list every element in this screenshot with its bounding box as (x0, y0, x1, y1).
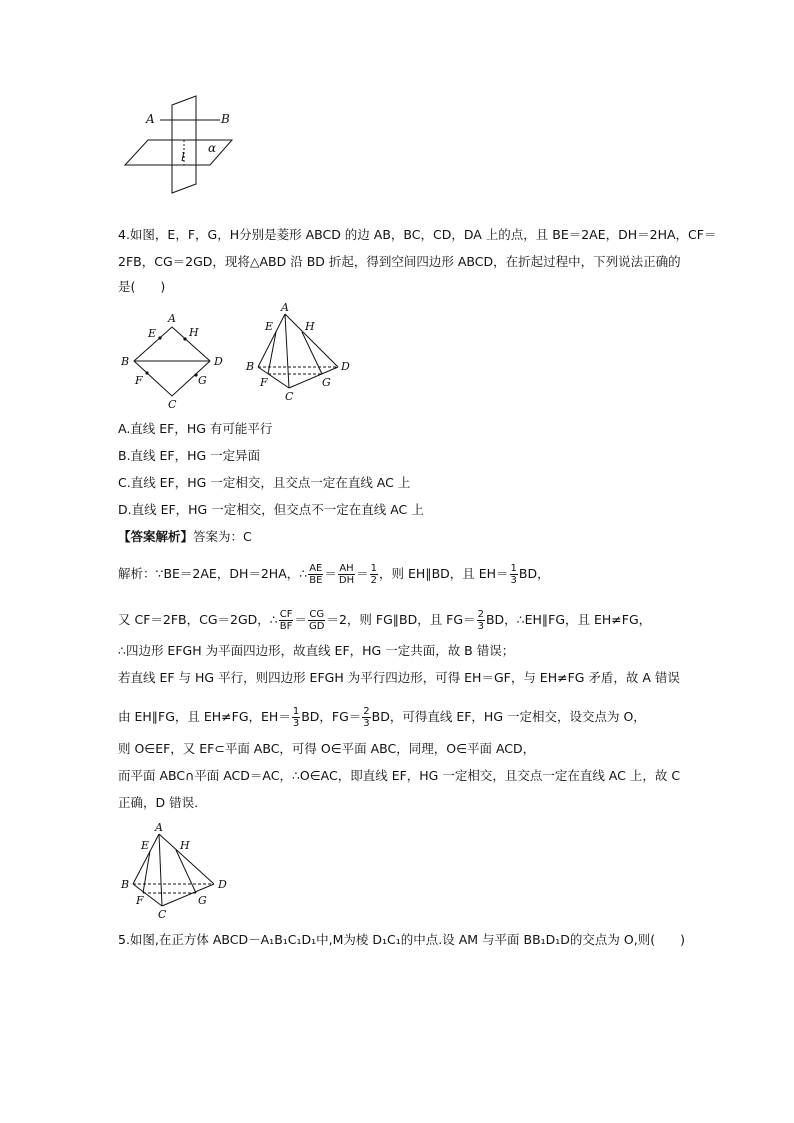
fig4-label: C (158, 908, 167, 921)
fig3-label: B (246, 360, 255, 373)
fig3-label: E (265, 320, 274, 333)
analysis-line-3: ∴四边形 EFGH 为平面四边形，故直线 EF，HG 一定共面，故 B 错误； (118, 643, 515, 658)
fig2-label: F (135, 374, 143, 387)
fig3-label: H (305, 320, 315, 333)
fig4-label: B (121, 878, 130, 891)
fig1-label: B (221, 112, 230, 126)
fig2-label: B (121, 355, 130, 368)
analysis-line-6: 则 O∈EF，又 EF⊂平面 ABC，可得 O∈平面 ABC，同理，O∈平面 ACD， (118, 741, 536, 756)
option-c: C.直线 EF，HG 一定相交，且交点一定在直线 AC 上 (118, 475, 411, 490)
vertical-plane (172, 96, 196, 193)
option-b: B.直线 EF，HG 一定异面 (118, 448, 261, 463)
q4-line-3: 是( ) (118, 279, 166, 294)
plane-alpha (125, 140, 232, 165)
fig3-label: C (285, 390, 294, 403)
analysis-line-1: 解析：∵BE＝2AE，DH＝2HA，∴ $\frac{AE}{BE}$ ＝ $\frac{AH}{DH}$ ＝ $\frac{1}{2}$ ，则 EH∥BD，且 EH＝ $\frac{1}{3}$ BD， (118, 563, 550, 586)
answer-tag: 【答案解析】 (118, 529, 194, 544)
fig1-label: α (208, 141, 217, 155)
fig1-label: A (146, 112, 155, 126)
fig4-label: H (180, 839, 190, 852)
fig4-label: F (136, 894, 144, 907)
fig2-label: D (214, 355, 223, 368)
fig4-label: A (155, 821, 163, 834)
fig2-label: A (168, 312, 176, 325)
analysis-line-7: 而平面 ABC∩平面 ACD＝AC，∴O∈AC，即直线 EF，HG 一定相交，且交点一定在直线 AC 上，故 C (118, 768, 681, 783)
fig1-label: l (181, 150, 185, 164)
analysis-line-5: 由 EH∥FG，且 EH≠FG，EH＝ $\frac{1}{3}$ BD，FG＝ $\frac{2}{3}$ BD，可得直线 EF，HG 一定相交，设交点为 O， (118, 706, 646, 729)
option-a: A.直线 EF，HG 有可能平行 (118, 421, 273, 436)
fig4-label: G (198, 894, 207, 907)
fig3-label: A (281, 301, 289, 314)
q5-line: 5.如图,在正方体 ABCD－A₁B₁C₁D₁中,M为棱 D₁C₁的中点.设 AM 与平面 BB₁D₁D的交点为 O,则( ) (118, 932, 685, 947)
option-d: D.直线 EF，HG 一定相交，但交点不一定在直线 AC 上 (118, 502, 424, 517)
fig2-label: G (198, 374, 207, 387)
analysis-line-8: 正确，D 错误. (118, 795, 199, 810)
analysis-line-2: 又 CF＝2FB，CG＝2GD，∴ $\frac{CF}{BF}$ ＝ $\frac{CG}{GD}$ ＝2，则 FG∥BD，且 FG＝ $\frac{2}{3}$ BD，∴EH∥FG，且 EH≠FG， (118, 609, 652, 632)
q4-line-2: 2FB，CG＝2GD，现将△ABD 沿 BD 折起，得到空间四边形 ABCD，在折起过程中，下列说法正确的 (118, 254, 681, 269)
fig4-label: D (218, 878, 227, 891)
fig2-label: C (168, 398, 177, 411)
fig3-label: G (322, 376, 331, 389)
fig2-label: E (148, 327, 157, 340)
answer-line (118, 529, 252, 545)
fig3-label: D (341, 360, 350, 373)
fig4-label: E (141, 839, 150, 852)
analysis-line-4: 若直线 EF 与 HG 平行，则四边形 EFGH 为平行四边形，可得 EH＝GF，与 EH≠FG 矛盾，故 A 错误 (118, 670, 680, 685)
answer-text: 答案为：C (193, 529, 252, 544)
q4-line-1: 4.如图，E，F，G，H分别是菱形 ABCD 的边 AB，BC，CD，DA 上的点，且 BE＝2AE，DH＝2HA，CF＝ (118, 227, 717, 242)
fig3-label: F (260, 376, 268, 389)
fig2-label: H (189, 326, 199, 339)
